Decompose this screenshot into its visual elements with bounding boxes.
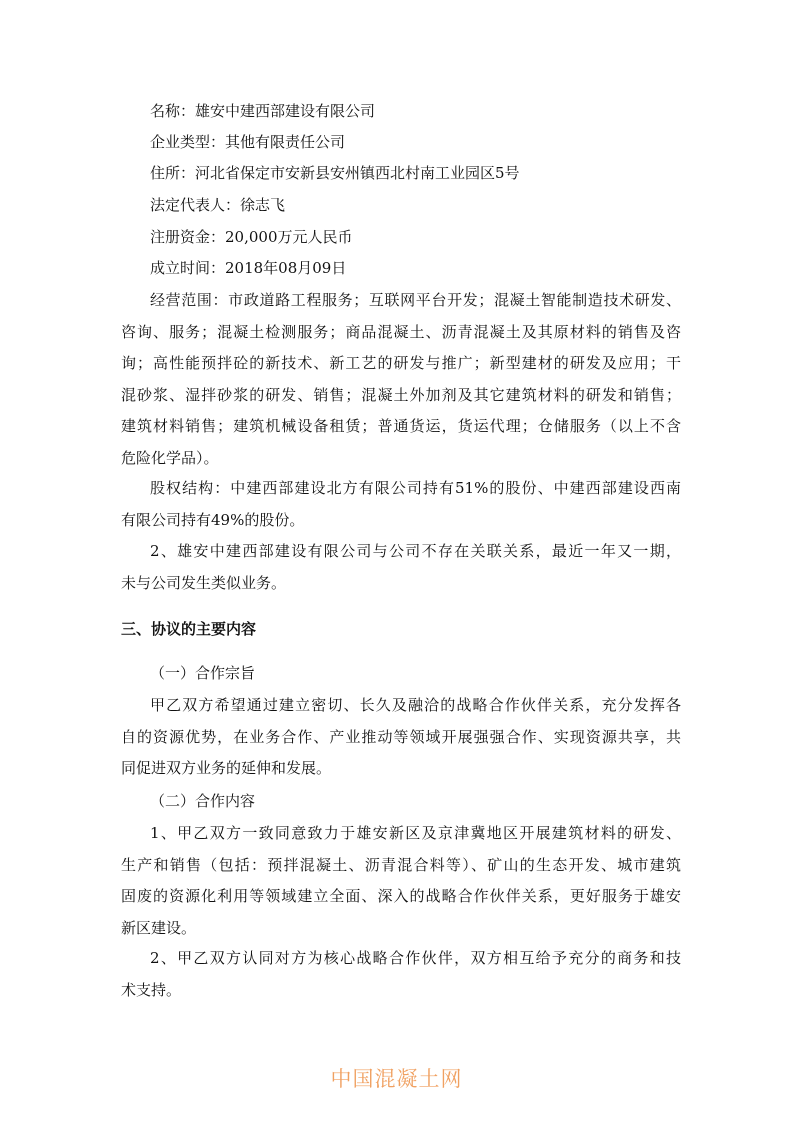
company-address-line: 住所：河北省保定市安新县安州镇西北村南工业园区5号 [150,164,520,182]
purpose-paragraph: 甲乙双方希望通过建立密切、长久及融洽的战略合作伙伴关系，充分发挥各 自的资源优势，在业务合作、产业推动等领域开展强强合作、实现资源共享，共 同促进双方业务的延伸和发展。 [121,696,681,777]
footer-watermark: 中国混凝土网 [330,1067,463,1091]
business-scope-paragraph: 经营范围：市政道路工程服务；互联网平台开发；混凝土智能制造技术研发、 咨询、服务；混凝土检测服务；商品混凝土、沥青混凝土及其原材料的销售及咨 询；高性能预拌砼的新技术、新工艺的研发与推广；新型建材的研发及应用；干 混砂浆、湿拌砂浆的研发、销售；混凝土外加剂及其它建筑材料的研发和销售； 建筑材料销售；建筑机械设备租赁；普通货运，货运代理；仓储服务（以上不含 危险化学品）。 [121,291,681,467]
legal-representative-line: 法定代表人：徐志飞 [150,196,286,214]
registered-capital-line: 注册资金：20,000万元人民币 [150,228,353,246]
content-item-2-paragraph: 2、甲乙双方认同对方为核心战略合作伙伴，双方相互给予充分的商务和技 术支持。 [121,949,681,999]
company-name-line: 名称：雄安中建西部建设有限公司 [150,102,376,120]
section-heading: 三、协议的主要内容 [121,620,257,638]
founded-date-line: 成立时间：2018年08月09日 [150,259,347,277]
equity-structure-paragraph: 股权结构：中建西部建设北方有限公司持有51%的股份、中建西部建设西南 有限公司持有49%的股份。 [121,479,681,529]
subsection-title-purpose: （一）合作宗旨 [150,664,256,682]
content-item-1-paragraph: 1、甲乙双方一致同意致力于雄安新区及京津冀地区开展建筑材料的研发、 生产和销售（包括：预拌混凝土、沥青混合料等）、矿山的生态开发、城市建筑 固废的资源化利用等领域建立全面、深入的战略合作伙伴关系，更好服务于雄安 新区建设。 [121,824,681,937]
company-type-line: 企业类型：其他有限责任公司 [150,133,346,151]
subsection-title-content: （二）合作内容 [150,792,256,810]
relation-paragraph: 2、雄安中建西部建设有限公司与公司不存在关联关系，最近一年又一期， 未与公司发生类似业务。 [121,542,681,592]
